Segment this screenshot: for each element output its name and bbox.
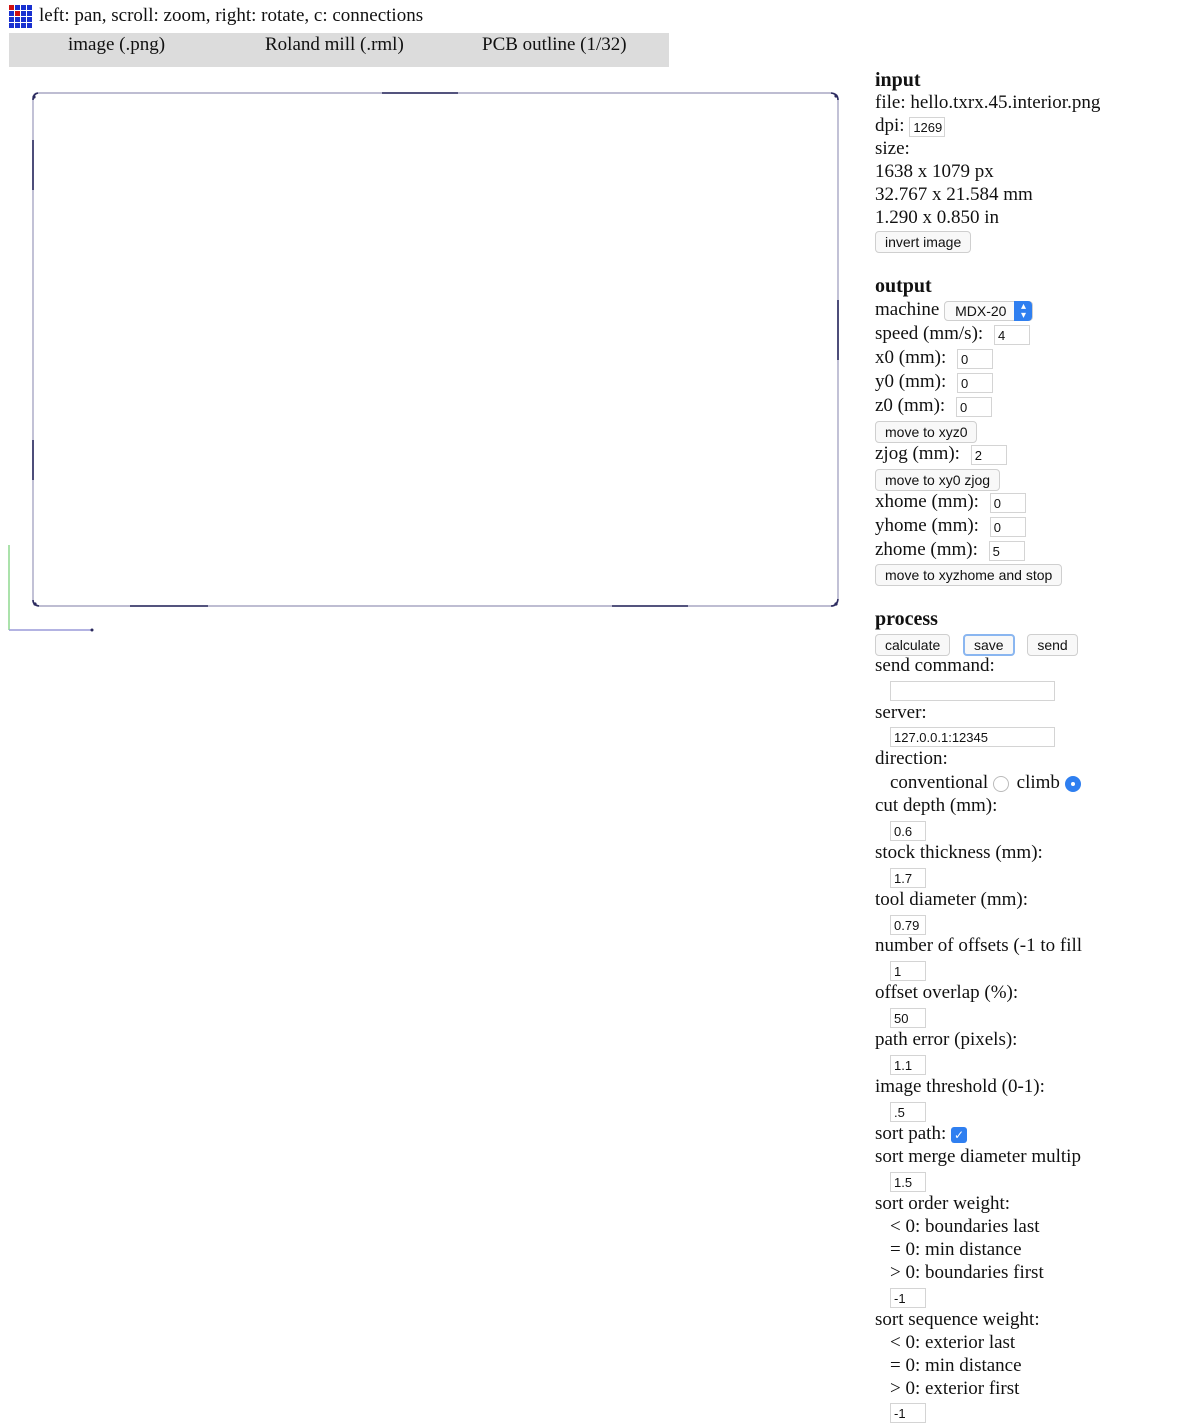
path-error-input[interactable]: 1.1	[890, 1055, 926, 1075]
zjog-row	[875, 442, 1007, 466]
sort-path-row	[875, 1122, 967, 1146]
send-command-label: send command:	[875, 655, 995, 676]
dpi-input[interactable]: 1269	[909, 117, 945, 137]
conventional-label: conventional	[890, 772, 989, 793]
dpi-row	[875, 114, 945, 138]
xhome-input[interactable]: 0	[990, 493, 1026, 513]
size-mm: 32.767 x 21.584 mm	[875, 184, 1033, 205]
path-segments	[33, 93, 838, 606]
process-section-title: process	[875, 608, 938, 630]
move-to-home-button[interactable]: move to xyzhome and stop	[875, 564, 1062, 586]
cut-depth-label: cut depth (mm):	[875, 795, 998, 816]
input-section-title: input	[875, 69, 921, 91]
zhome-label: zhome (mm):	[875, 539, 978, 560]
y0-row	[875, 370, 993, 394]
x0-row	[875, 346, 993, 370]
z0-input[interactable]: 0	[956, 397, 992, 417]
zhome-input[interactable]: 5	[989, 541, 1025, 561]
x0-label: x0 (mm):	[875, 347, 947, 368]
order-weight-eq: = 0: min distance	[890, 1239, 1022, 1260]
machine-select[interactable]	[944, 301, 1033, 321]
conventional-radio[interactable]	[993, 776, 1009, 792]
sequence-weight-eq: = 0: min distance	[890, 1355, 1022, 1376]
sequence-weight-lt: < 0: exterior last	[890, 1332, 1016, 1353]
board-outline-path	[33, 93, 838, 606]
speed-input[interactable]: 4	[994, 325, 1030, 345]
threshold-input[interactable]: .5	[890, 1102, 926, 1122]
overlap-label: offset overlap (%):	[875, 982, 1019, 1003]
machine-select-value: MDX-20	[955, 302, 1007, 319]
file-label: file:	[875, 92, 906, 113]
direction-options	[875, 771, 1081, 795]
sort-path-label: sort path:	[875, 1123, 947, 1144]
sort-path-checkbox[interactable]: ✓	[951, 1127, 967, 1143]
merge-input[interactable]: 1.5	[890, 1172, 926, 1192]
move-to-xyz0-button[interactable]: move to xyz0	[875, 421, 977, 443]
climb-radio[interactable]	[1065, 776, 1081, 792]
z0-row	[875, 394, 992, 418]
offsets-label: number of offsets (-1 to fill	[875, 935, 1083, 956]
process-module-menu[interactable]: PCB outline (1/32)	[482, 34, 627, 55]
send-command-input[interactable]	[890, 681, 1055, 701]
yhome-input[interactable]: 0	[990, 517, 1026, 537]
server-input[interactable]: 127.0.0.1:12345	[890, 727, 1055, 747]
speed-row	[875, 322, 1030, 346]
sequence-weight-gt: > 0: exterior first	[890, 1378, 1020, 1399]
merge-label: sort merge diameter multip	[875, 1146, 1081, 1167]
direction-label: direction:	[875, 748, 948, 769]
dpi-label: dpi:	[875, 115, 905, 136]
stock-thickness-input[interactable]: 1.7	[890, 868, 926, 888]
sequence-weight-label: sort sequence weight:	[875, 1309, 1040, 1330]
offsets-input[interactable]: 1	[890, 961, 926, 981]
send-button[interactable]: send	[1027, 634, 1077, 656]
size-label: size:	[875, 138, 910, 159]
fab-modules-logo-icon	[9, 5, 33, 27]
save-button[interactable]: save	[963, 634, 1015, 656]
xhome-row	[875, 490, 1026, 514]
order-weight-lt: < 0: boundaries last	[890, 1216, 1040, 1237]
machine-label: machine	[875, 299, 940, 320]
size-in: 1.290 x 0.850 in	[875, 207, 1000, 228]
help-text: left: pan, scroll: zoom, right: rotate, c: connections	[39, 5, 424, 26]
threshold-label: image threshold (0-1):	[875, 1076, 1045, 1097]
cut-depth-input[interactable]: 0.6	[890, 821, 926, 841]
order-weight-gt: > 0: boundaries first	[890, 1262, 1044, 1283]
help-bar	[9, 4, 423, 28]
sequence-weight-input[interactable]: -1	[890, 1403, 926, 1423]
tool-diameter-input[interactable]: 0.79	[890, 915, 926, 935]
file-row	[875, 91, 1100, 115]
overlap-input[interactable]: 50	[890, 1008, 926, 1028]
order-weight-label: sort order weight:	[875, 1193, 1011, 1214]
process-buttons	[875, 632, 1078, 656]
output-module-menu[interactable]: Roland mill (.rml)	[265, 34, 404, 55]
y0-label: y0 (mm):	[875, 371, 947, 392]
z0-label: z0 (mm):	[875, 395, 946, 416]
stock-thickness-label: stock thickness (mm):	[875, 842, 1043, 863]
toolpath-canvas[interactable]	[0, 70, 860, 650]
input-module-menu[interactable]: image (.png)	[68, 34, 166, 55]
zhome-row	[875, 538, 1025, 562]
size-px: 1638 x 1079 px	[875, 161, 994, 182]
y0-input[interactable]: 0	[957, 373, 993, 393]
select-arrows-icon: ▴ ▾	[1014, 301, 1032, 321]
zjog-label: zjog (mm):	[875, 443, 960, 464]
zjog-input[interactable]: 2	[971, 445, 1007, 465]
yhome-row	[875, 514, 1026, 538]
machine-row	[875, 298, 1033, 322]
xhome-label: xhome (mm):	[875, 491, 979, 512]
path-error-label: path error (pixels):	[875, 1029, 1018, 1050]
x0-input[interactable]: 0	[957, 349, 993, 369]
file-name: hello.txrx.45.interior.png	[910, 92, 1101, 113]
yhome-label: yhome (mm):	[875, 515, 979, 536]
origin-marker	[91, 629, 94, 632]
speed-label: speed (mm/s):	[875, 323, 984, 344]
output-section-title: output	[875, 275, 932, 297]
tool-diameter-label: tool diameter (mm):	[875, 889, 1029, 910]
invert-image-button[interactable]: invert image	[875, 231, 971, 253]
module-bar	[9, 33, 669, 67]
order-weight-input[interactable]: -1	[890, 1288, 926, 1308]
climb-label: climb	[1016, 772, 1060, 793]
path-endpoints	[32, 94, 837, 605]
move-to-zjog-button[interactable]: move to xy0 zjog	[875, 469, 1000, 491]
calculate-button[interactable]: calculate	[875, 634, 950, 656]
server-label: server:	[875, 702, 927, 723]
